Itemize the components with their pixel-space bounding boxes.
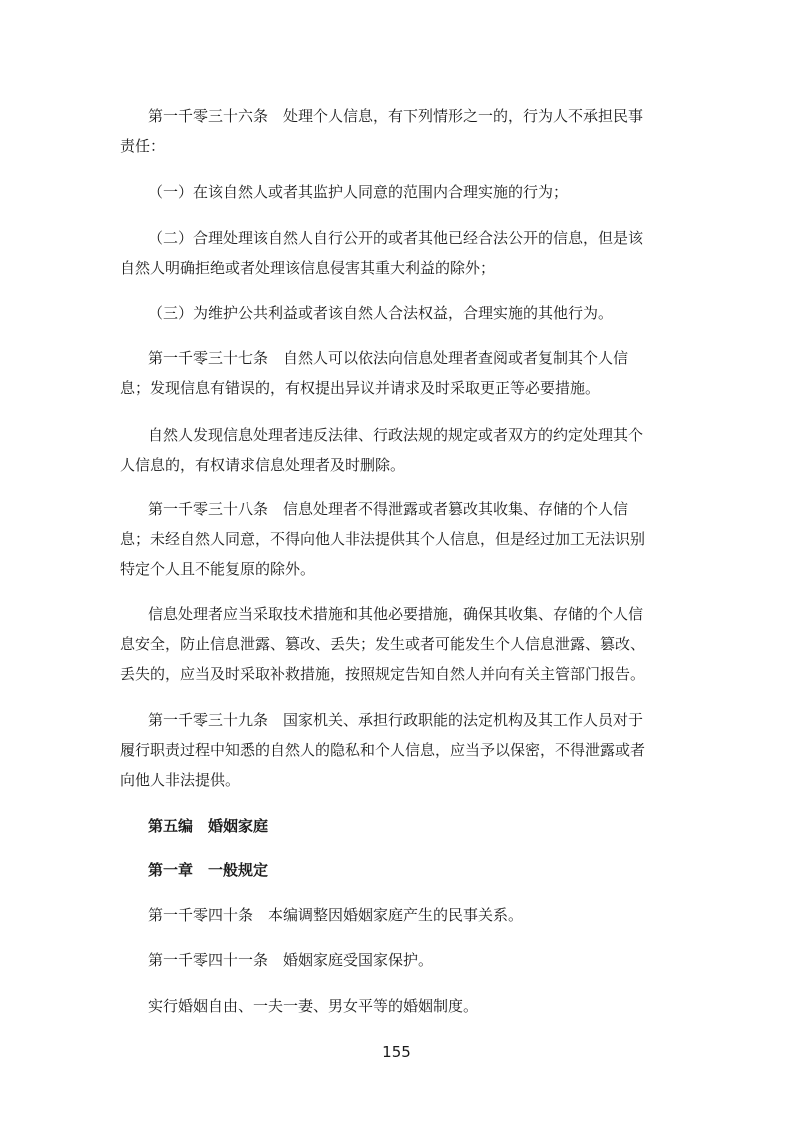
text-line: 自然人明确拒绝或者处理该信息侵害其重大利益的除外； xyxy=(120,259,496,277)
text-line: 丢失的，应当及时采取补救措施，按照规定告知自然人并向有关主管部门报告。 xyxy=(120,665,646,683)
text-line: 第一千零三十六条 处理个人信息，有下列情形之一的，行为人不承担民事 xyxy=(148,107,644,125)
text-line: 第一千零三十七条 自然人可以依法向信息处理者查阅或者复制其个人信 xyxy=(148,349,629,367)
article-1036-item-2-continued xyxy=(120,253,678,283)
text-line: 责任： xyxy=(120,137,166,155)
text-line: 向他人非法提供。 xyxy=(120,771,241,789)
article-1036-item-2 xyxy=(148,223,678,253)
text-line: 第一千零四十一条 婚姻家庭受国家保护。 xyxy=(148,951,434,969)
article-1036-item-3 xyxy=(148,298,678,328)
chapter-heading: 第一章 一般规定 xyxy=(148,861,269,879)
article-1037-continued xyxy=(120,373,678,403)
article-1038-paragraph-2 xyxy=(148,599,678,629)
text-line: 息；未经自然人同意，不得向他人非法提供其个人信息，但是经过加工无法识别 xyxy=(120,530,646,548)
article-1037 xyxy=(148,343,678,373)
part-heading: 第五编 婚姻家庭 xyxy=(148,817,269,835)
text-line: 息安全，防止信息泄露、篡改、丢失；发生或者可能发生个人信息泄露、篡改、 xyxy=(120,635,646,653)
article-1041-paragraph-2 xyxy=(148,991,678,1021)
article-1040 xyxy=(148,900,678,930)
article-1036-item-1 xyxy=(148,177,678,207)
text-line: 自然人发现信息处理者违反法律、行政法规的规定或者双方的约定处理其个 xyxy=(148,426,644,444)
article-1037-paragraph-2-continued xyxy=(120,450,678,480)
article-1039 xyxy=(148,705,678,735)
article-1038-continued xyxy=(120,524,678,584)
text-line: 履行职责过程中知悉的自然人的隐私和个人信息，应当予以保密，不得泄露或者 xyxy=(120,741,646,759)
text-line: 息；发现信息有错误的，有权提出异议并请求及时采取更正等必要措施。 xyxy=(120,379,601,397)
text-line: （三）为维护公共利益或者该自然人合法权益，合理实施的其他行为。 xyxy=(148,304,614,322)
text-line: 人信息的，有权请求信息处理者及时删除。 xyxy=(120,456,406,474)
text-line: 特定个人且不能复原的除外。 xyxy=(120,560,316,578)
text-line: 第一千零三十八条 信息处理者不得泄露或者篡改其收集、存储的个人信 xyxy=(148,500,629,518)
article-1039-continued xyxy=(120,735,678,795)
text-line: 实行婚姻自由、一夫一妻、男女平等的婚姻制度。 xyxy=(148,997,479,1015)
text-line: （一）在该自然人或者其监护人同意的范围内合理实施的行为； xyxy=(148,183,569,201)
article-1036 xyxy=(148,101,678,131)
article-1038 xyxy=(148,494,678,524)
text-line: 信息处理者应当采取技术措施和其他必要措施，确保其收集、存储的个人信 xyxy=(148,605,644,623)
page-number: 155 xyxy=(382,1043,411,1061)
article-1037-paragraph-2 xyxy=(148,420,678,450)
text-line: 第一千零四十条 本编调整因婚姻家庭产生的民事关系。 xyxy=(148,906,524,924)
article-1038-paragraph-2-continued xyxy=(120,629,678,689)
article-1041 xyxy=(148,945,678,975)
text-line: （二）合理处理该自然人自行公开的或者其他已经合法公开的信息，但是该 xyxy=(148,229,644,247)
article-1036-continued xyxy=(120,131,678,161)
text-line: 第一千零三十九条 国家机关、承担行政职能的法定机构及其工作人员对于 xyxy=(148,711,644,729)
